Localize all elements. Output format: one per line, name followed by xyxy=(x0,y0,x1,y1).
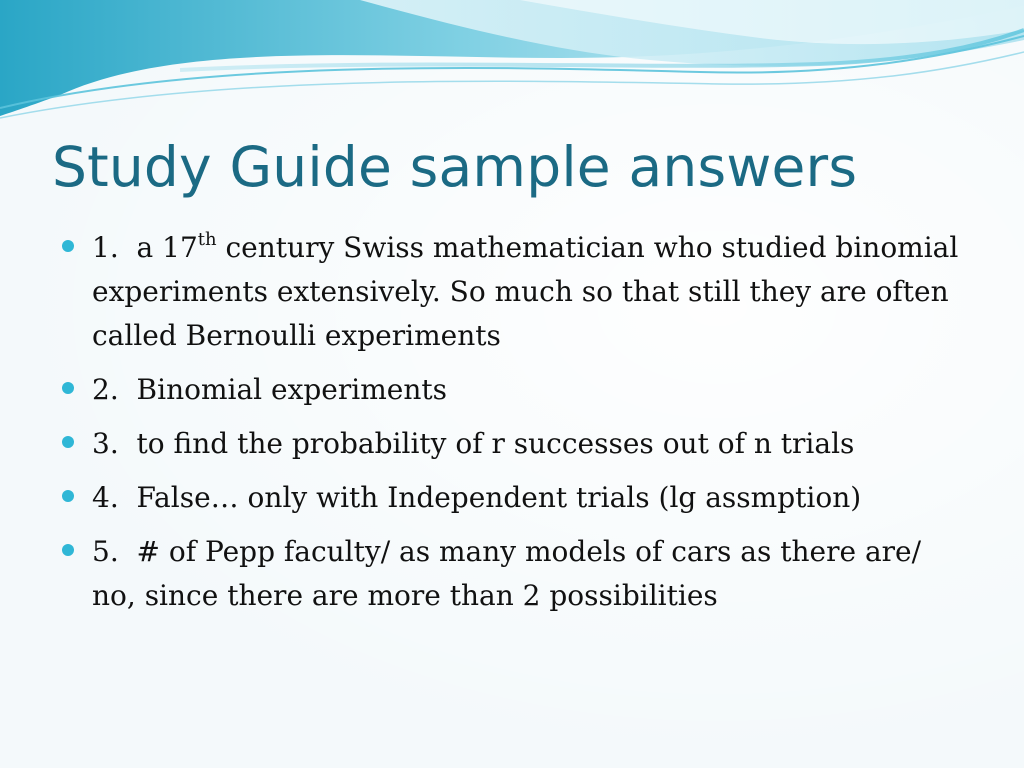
bullet-dot-icon xyxy=(62,382,74,394)
bullet-item-3 xyxy=(62,422,962,466)
bullet-text: # of Pepp faculty/ as many models of cars as there are/ no, since there are more than 2 possibilities xyxy=(92,535,922,612)
bullet-dot-icon xyxy=(62,490,74,502)
bullet-text: to find the probability of r successes out of n trials xyxy=(136,427,855,460)
bullet-text-start: a 17 xyxy=(136,231,198,264)
bullet-superscript: th xyxy=(197,228,217,250)
bullet-item-2 xyxy=(62,368,962,412)
bullet-item-5 xyxy=(62,530,962,618)
bullet-text-rest: century Swiss mathematician who studied binomial experiments extensively. So much so that still they are often called Bernoulli experiments xyxy=(92,231,959,352)
bullet-text: False… only with Independent trials (lg assmption) xyxy=(136,481,862,514)
bullet-number: 3. xyxy=(92,427,119,460)
bullet-text: Binomial experiments xyxy=(136,373,447,406)
bullet-dot-icon xyxy=(62,436,74,448)
bullet-item-1 xyxy=(62,226,962,358)
bullet-number: 5. xyxy=(92,535,119,568)
bullet-dot-icon xyxy=(62,544,74,556)
bullet-number: 2. xyxy=(92,373,119,406)
header-wave-decoration xyxy=(0,0,1024,130)
bullet-number: 1. xyxy=(92,231,119,264)
bullet-dot-icon xyxy=(62,240,74,252)
slide-title: Study Guide sample answers xyxy=(52,135,858,199)
bullet-item-4 xyxy=(62,476,962,520)
bullet-list xyxy=(62,226,962,628)
bullet-number: 4. xyxy=(92,481,119,514)
